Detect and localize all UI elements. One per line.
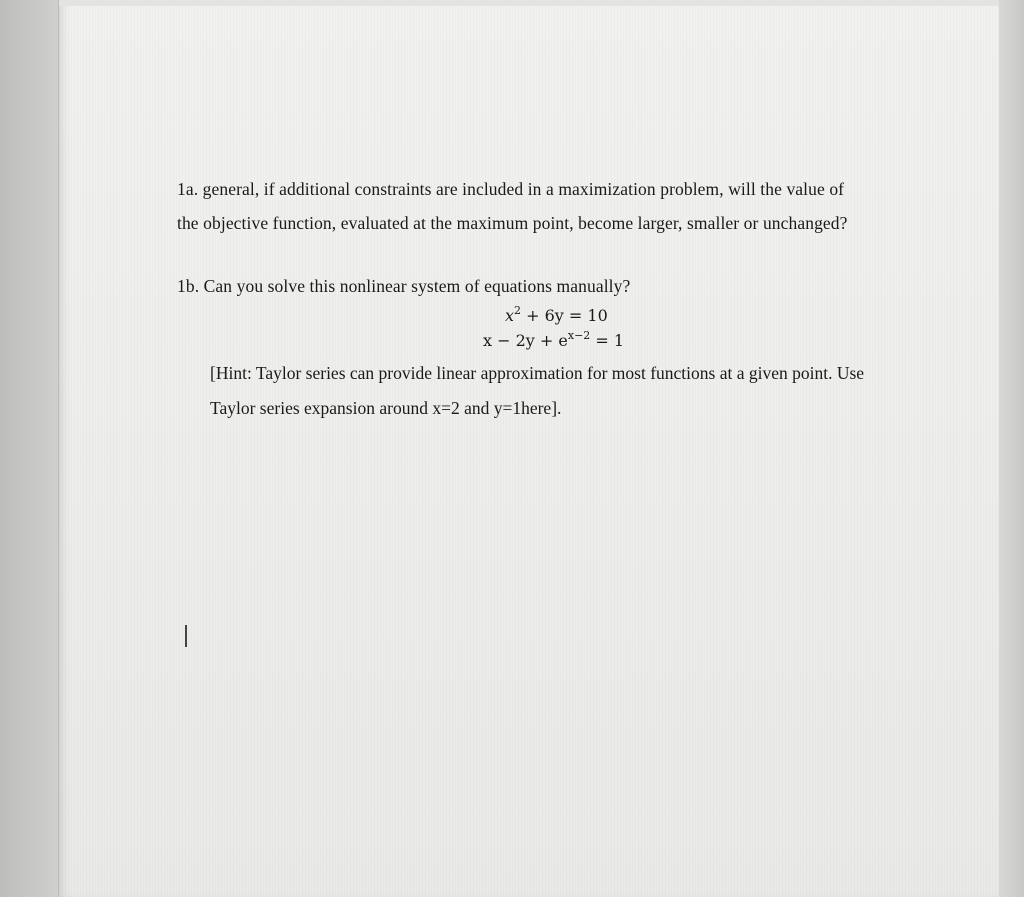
equation-2-exponent: x−2: [567, 329, 591, 342]
question-1a-line-1: 1a. general, if additional constraints are included in a maximization problem, will the value of: [177, 179, 845, 199]
equation-1-base: x: [505, 306, 515, 325]
text-cursor[interactable]: [185, 625, 187, 647]
hint-line-2: Taylor series expansion around x=2 and y=1here].: [210, 398, 562, 418]
hint-paragraph: [210, 356, 930, 426]
screen-edge-left: [0, 0, 58, 897]
question-1a-line-2: the objective function, evaluated at the maximum point, become larger, smaller or unchanged?: [177, 213, 848, 233]
question-1a: [177, 172, 917, 240]
screen-edge-right: [998, 0, 1024, 897]
equation-1-exponent: 2: [514, 304, 522, 317]
page-top-edge: [59, 0, 999, 6]
equation-2: [483, 331, 624, 350]
equation-2-base: x − 2y + e: [483, 331, 568, 350]
document-page: [58, 0, 999, 897]
question-1b-prompt: 1b. Can you solve this nonlinear system of equations manually?: [177, 276, 631, 296]
equation-1: [505, 306, 608, 325]
equation-2-rest: = 1: [590, 331, 625, 350]
hint-line-1: [Hint: Taylor series can provide linear approximation for most functions at a given point. Use: [210, 363, 865, 383]
equation-1-rest: + 6y = 10: [521, 306, 608, 325]
